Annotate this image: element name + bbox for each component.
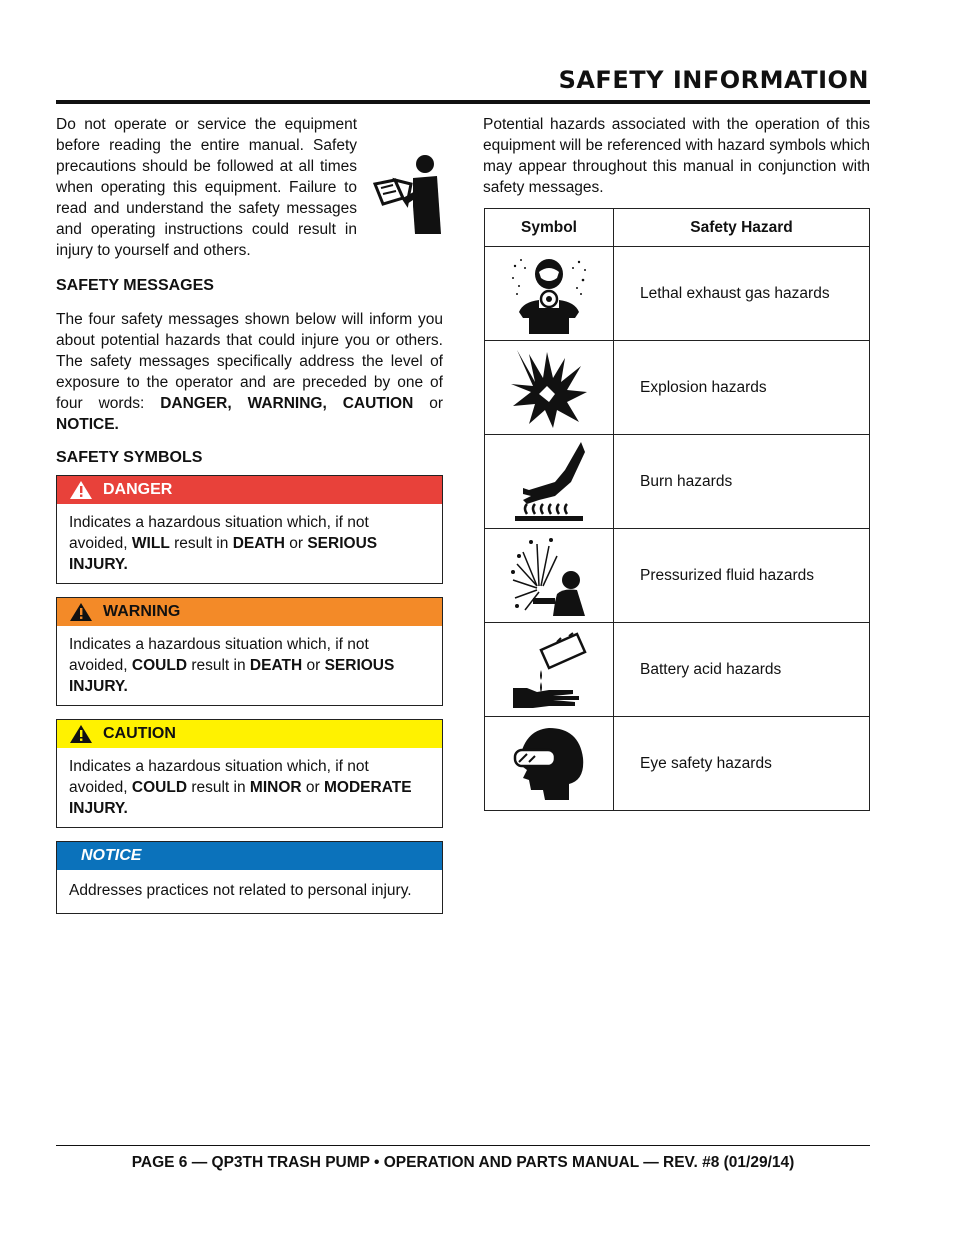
table-row [485,529,870,623]
title-rule [56,100,870,104]
hazard-label: Burn hazards [614,435,870,529]
danger-box [56,475,443,584]
table-row [485,717,870,811]
right-column [483,114,870,811]
hazards-intro-text: Potential hazards associated with the operation of this equipment will be referenced with hazard symbols which may appear throughout this manual in conjunction with safety messages. [483,116,870,196]
table-row [485,247,870,341]
hazard-label: Battery acid hazards [614,623,870,717]
intro-text: Do not operate or service the equipment before reading the entire manual. Safety precautions should be followed at all times when operating this equipment. Failure to read and understand the safety messages and operating instructions could result in injury to yourself and others. [56,116,357,259]
table-row [485,623,870,717]
hazard-label: Explosion hazards [614,341,870,435]
alert-triangle-icon [69,480,93,500]
symbol-cell [485,247,614,341]
hazard-label: Eye safety hazards [614,717,870,811]
symbol-cell [485,435,614,529]
alert-triangle-icon [69,724,93,744]
exhaust-gas-icon [509,254,589,334]
pressurized-fluid-icon [509,536,589,616]
caution-box [56,719,443,828]
table-header-row [485,209,870,247]
caution-label: CAUTION [103,725,176,742]
danger-bar [57,476,442,504]
explosion-icon [509,348,589,428]
footer-rule [56,1145,870,1146]
caution-bar [57,720,442,748]
warning-bar [57,598,442,626]
danger-text: Indicates a hazardous situation which, if not avoided, WILL result in DEATH or SERIOUS INJURY. [69,514,378,573]
notice-label: NOTICE [81,847,142,864]
alert-triangle-icon [69,602,93,622]
warning-label: WARNING [103,603,181,620]
table-row [485,435,870,529]
person-reading-manual-icon [367,154,443,234]
hazard-label: Lethal exhaust gas hazards [614,247,870,341]
symbol-cell [485,717,614,811]
page-title: SAFETY INFORMATION [558,66,869,94]
left-column [56,114,443,927]
warning-box [56,597,443,706]
hazard-column-header: Safety Hazard [614,209,870,247]
notice-bar [57,842,442,870]
symbol-cell [485,529,614,623]
hazard-table [484,208,870,811]
notice-box [56,841,443,914]
danger-label: DANGER [103,481,173,498]
symbol-column-header: Symbol [485,209,614,247]
table-row [485,341,870,435]
safety-messages-text: The four safety messages shown below will inform you about potential hazards that could injure you or others. The safety messages specifically address the level of exposure to the operator and are preceded by one of four words: DANGER, WARNING, CAUTION or NOTICE. [56,311,444,433]
eye-safety-icon [509,724,589,804]
battery-acid-icon [509,630,589,710]
hazard-label: Pressurized fluid hazards [614,529,870,623]
burn-hand-icon [509,442,589,522]
symbol-cell [485,623,614,717]
notice-text: Addresses practices not related to personal injury. [69,882,412,899]
safety-messages-heading: SAFETY MESSAGES [56,277,214,294]
caution-text: Indicates a hazardous situation which, if not avoided, COULD result in MINOR or MODERATE INJURY. [69,758,412,817]
intro-section [56,114,443,261]
symbol-cell [485,341,614,435]
page-footer: PAGE 6 — QP3TH TRASH PUMP • OPERATION AND PARTS MANUAL — REV. #8 (01/29/14) [131,1154,795,1171]
safety-symbols-heading: SAFETY SYMBOLS [56,449,203,466]
warning-text: Indicates a hazardous situation which, if not avoided, COULD result in DEATH or SERIOUS INJURY. [69,636,395,695]
